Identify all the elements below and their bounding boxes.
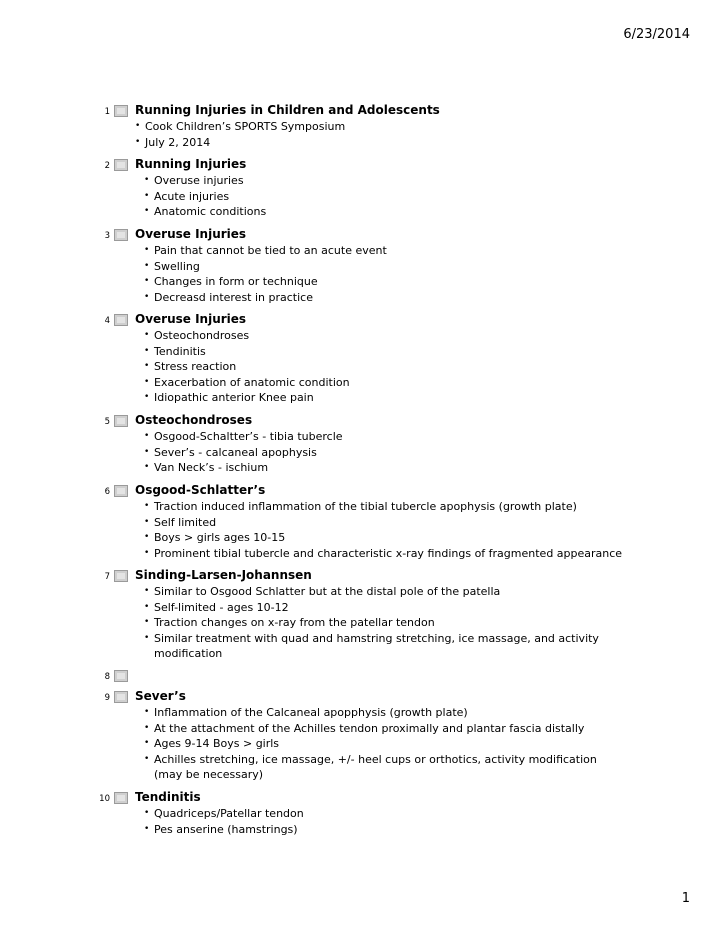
bullet-item: • Cook Children’s SPORTS Symposium [135, 119, 615, 135]
slide-title: Tendinitis [135, 790, 201, 804]
slide-title: Overuse Injuries [135, 227, 247, 241]
slide-title: Overuse Injuries [135, 312, 247, 326]
bullet-list [144, 173, 624, 220]
bullet-item: • Similar to Osgood Schlatter but at the distal pole of the patella [144, 584, 624, 600]
slide-number: 6 [104, 487, 110, 497]
bullet-list [144, 584, 624, 662]
page-date: 6/23/2014 [623, 27, 690, 42]
bullet-item: • Ages 9-14 Boys > girls [144, 736, 624, 752]
slide-thumbnail-icon [114, 792, 128, 804]
slide-thumbnail-icon [114, 570, 128, 582]
bullet-item: • Achilles stretching, ice massage, +/- heel cups or orthotics, activity modification (may be necessary) [144, 752, 624, 783]
bullet-item: • Anatomic conditions [144, 204, 624, 220]
slide-number: 4 [104, 316, 110, 326]
bullet-item: • July 2, 2014 [135, 135, 615, 151]
slide-number: 1 [104, 107, 110, 117]
slide-title: Running Injuries [135, 157, 247, 171]
slide-thumbnail-icon [114, 485, 128, 497]
bullet-item: • Exacerbation of anatomic condition [144, 375, 624, 391]
slide-number: 10 [99, 794, 110, 804]
bullet-item: • Tendinitis [144, 344, 624, 360]
slide-number: 7 [104, 572, 110, 582]
bullet-list [144, 705, 624, 783]
bullet-item: • Pain that cannot be tied to an acute event [144, 243, 624, 259]
bullet-item: • Changes in form or technique [144, 274, 624, 290]
slide-title: Osteochondroses [135, 413, 253, 427]
bullet-item: • Overuse injuries [144, 173, 624, 189]
bullet-item: • Stress reaction [144, 359, 624, 375]
bullet-item: • Quadriceps/Patellar tendon [144, 806, 624, 822]
slide-title: Osgood-Schlatter’s [135, 483, 266, 497]
slide-thumbnail-icon [114, 670, 128, 682]
slide-thumbnail-icon [114, 159, 128, 171]
bullet-item: • Self limited [144, 515, 624, 531]
bullet-item: • Idiopathic anterior Knee pain [144, 390, 624, 406]
slide-number: 3 [104, 231, 110, 241]
slide-title: Sinding-Larsen-Johannsen [135, 568, 312, 582]
slide-thumbnail-icon [114, 314, 128, 326]
bullet-item: • Inflammation of the Calcaneal apopphysis (growth plate) [144, 705, 624, 721]
bullet-item: • Osgood-Schaltter’s - tibia tubercle [144, 429, 624, 445]
bullet-item: • Swelling [144, 259, 624, 275]
slide-thumbnail-icon [114, 229, 128, 241]
slide-number: 9 [104, 693, 110, 703]
bullet-item: • Traction changes on x-ray from the patellar tendon [144, 615, 624, 631]
bullet-list [144, 806, 624, 837]
bullet-item: • Sever’s - calcaneal apophysis [144, 445, 624, 461]
bullet-item: • Acute injuries [144, 189, 624, 205]
slide-thumbnail-icon [114, 105, 128, 117]
bullet-item: • Similar treatment with quad and hamstring stretching, ice massage, and activity modification [144, 631, 624, 662]
bullet-list [135, 119, 615, 150]
bullet-list [144, 429, 624, 476]
bullet-item: • Boys > girls ages 10-15 [144, 530, 624, 546]
bullet-item: • At the attachment of the Achilles tendon proximally and plantar fascia distally [144, 721, 624, 737]
bullet-item: • Decreasd interest in practice [144, 290, 624, 306]
bullet-list [144, 328, 624, 406]
slide-title: Running Injuries in Children and Adolescents [135, 103, 440, 117]
bullet-item: • Traction induced inflammation of the tibial tubercle apophysis (growth plate) [144, 499, 624, 515]
slide-thumbnail-icon [114, 415, 128, 427]
slide-number: 5 [104, 417, 110, 427]
bullet-item: • Self-limited - ages 10-12 [144, 600, 624, 616]
bullet-list [144, 499, 624, 561]
bullet-item: • Van Neck’s - ischium [144, 460, 624, 476]
bullet-item: • Osteochondroses [144, 328, 624, 344]
slide-thumbnail-icon [114, 691, 128, 703]
slide-number: 8 [104, 672, 110, 682]
slide-number: 2 [104, 161, 110, 171]
bullet-list [144, 243, 624, 305]
bullet-item: • Prominent tibial tubercle and characteristic x-ray findings of fragmented appearance [144, 546, 624, 562]
slide-title: Sever’s [135, 689, 186, 703]
bullet-item: • Pes anserine (hamstrings) [144, 822, 624, 838]
page-number: 1 [681, 891, 690, 906]
